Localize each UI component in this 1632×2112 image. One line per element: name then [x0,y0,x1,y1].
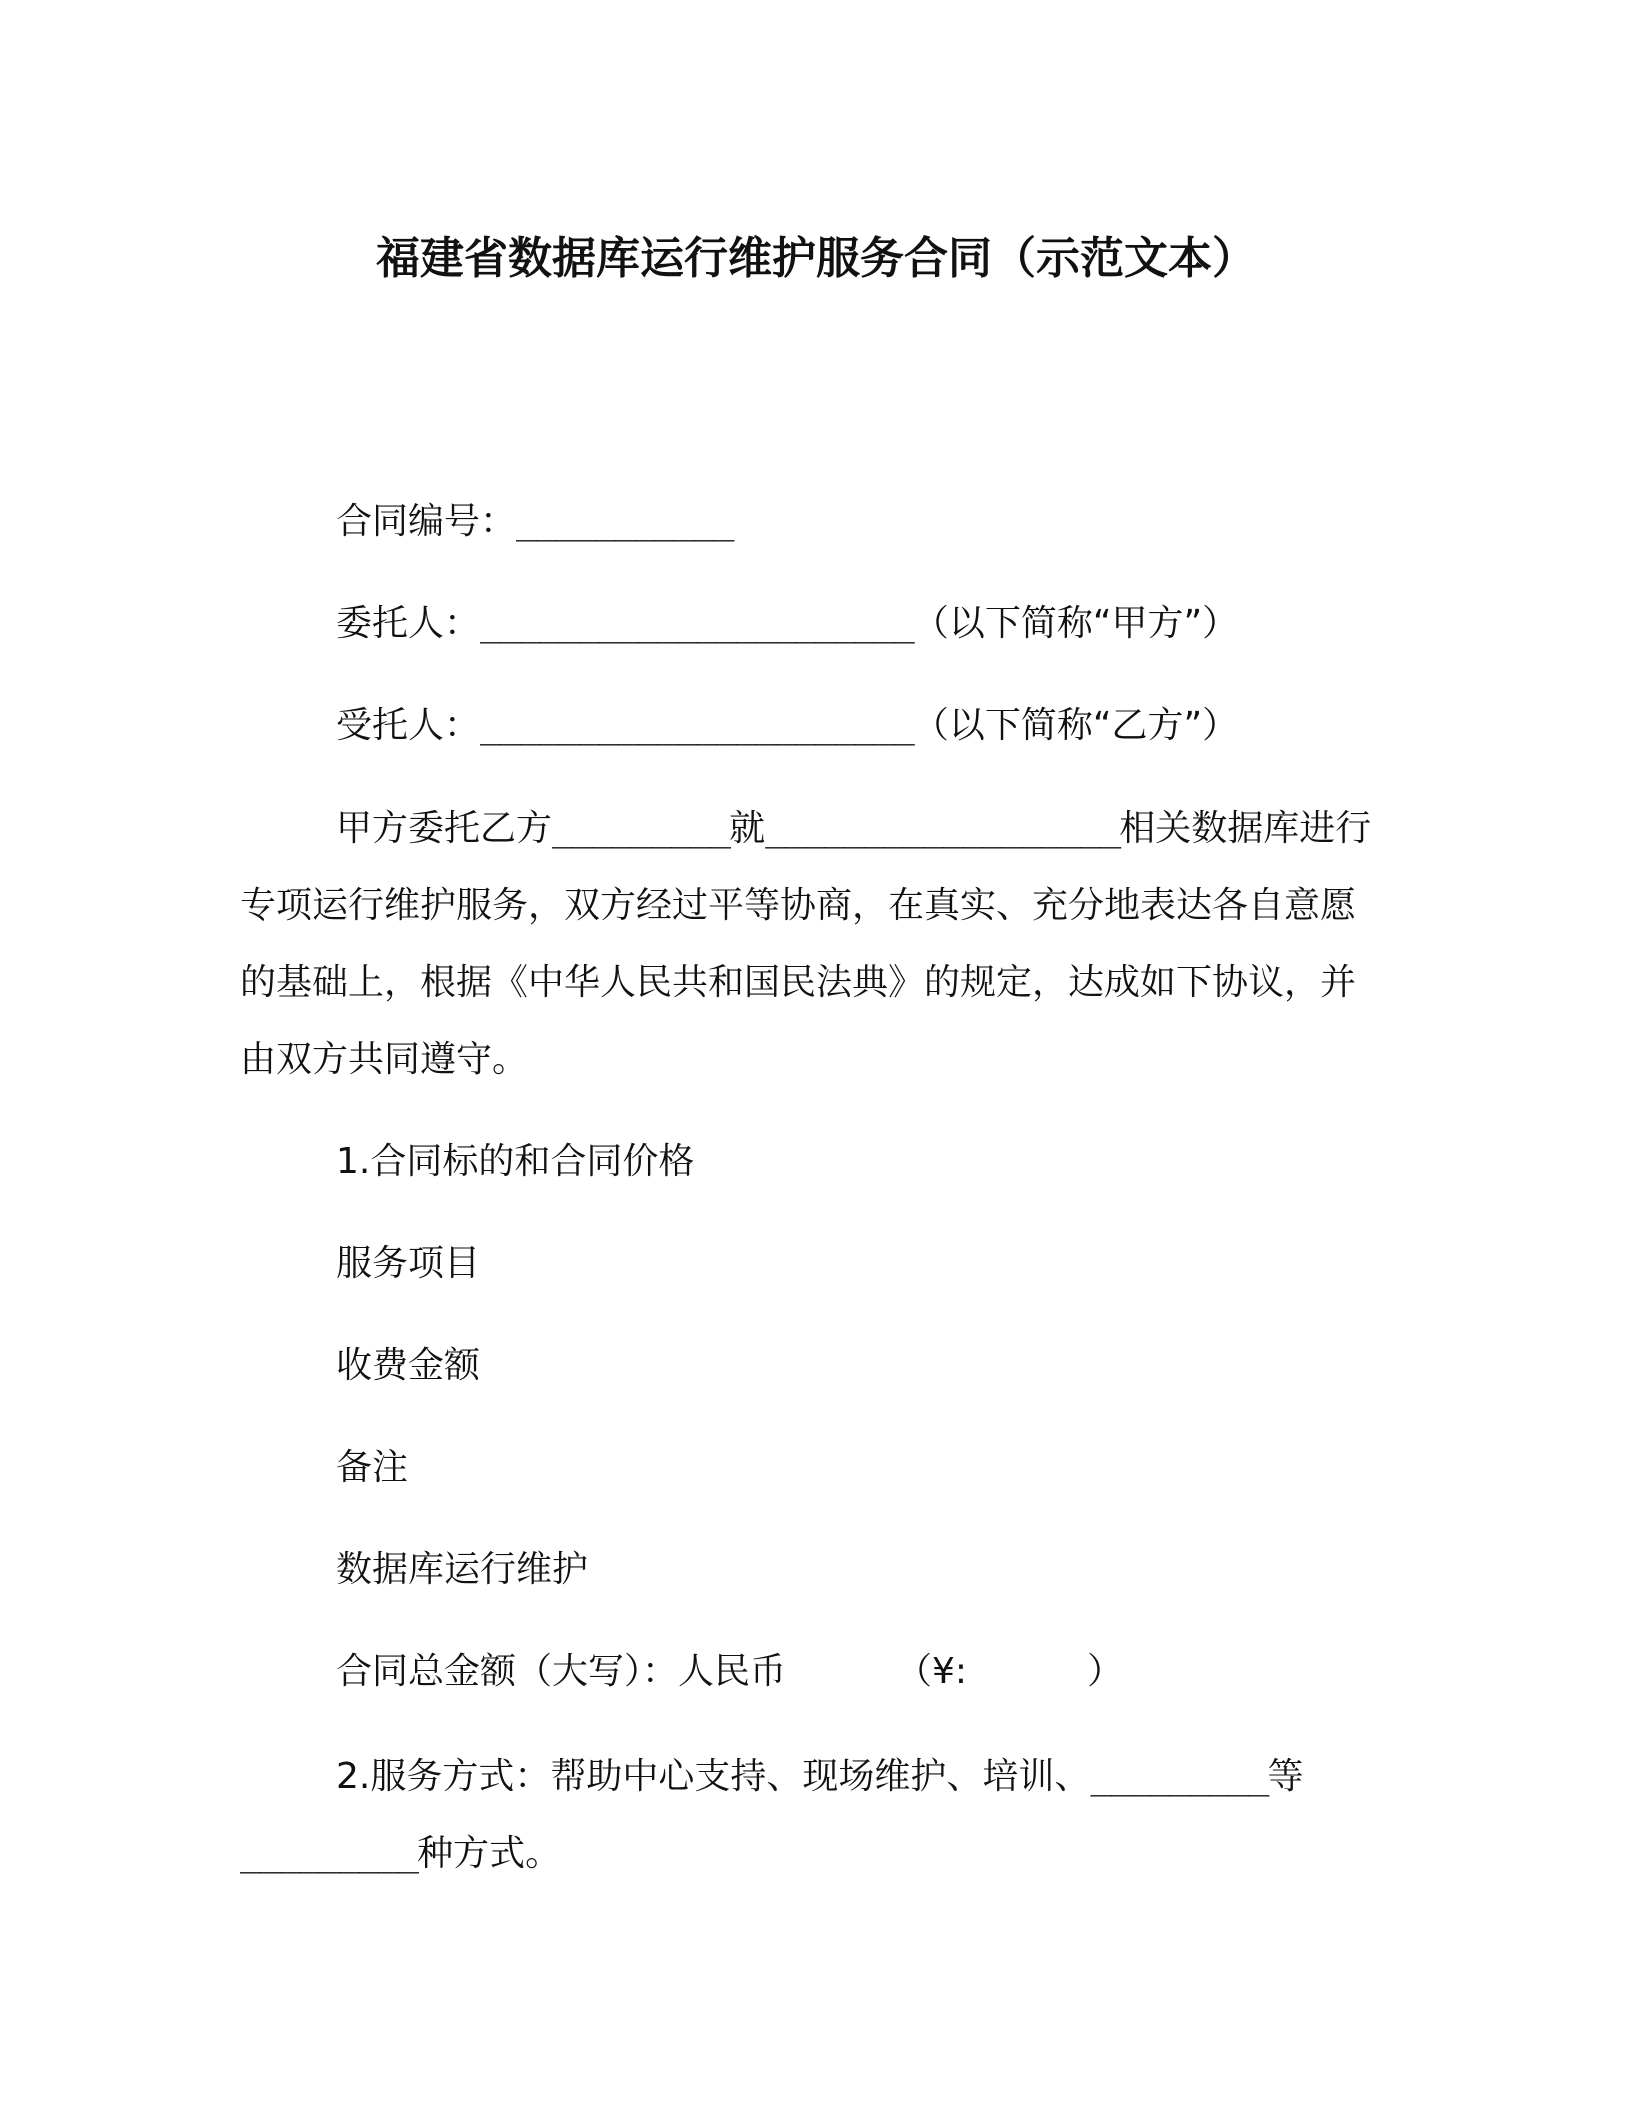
contract-number-blank: ___________ [516,501,733,542]
trustee-blank: ______________________ [480,705,913,746]
client-line [336,600,1238,648]
intro-text-2: 就 [729,808,766,849]
contract-number-label: 合同编号： [336,501,517,542]
intro-text-1: 甲方委托乙方 [336,808,553,849]
section-2-text-3: 种方式。 [417,1833,562,1874]
section-2-blank-1: _________ [1090,1756,1268,1797]
trustee-label: 受托人： [336,705,481,746]
intro-paragraph [240,790,1390,1098]
total-paren-close: ） [1087,1651,1124,1692]
intro-blank-2: __________________ [765,808,1120,849]
section-2-blank-2: _________ [240,1833,418,1874]
total-amount-label: 合同总金额（大写）：人民币 [336,1651,787,1692]
section-2-text-1: 2.服务方式：帮助中心支持、现场维护、培训、 [336,1756,1091,1797]
fee-label: 收费金额 [336,1345,481,1386]
intro-blank-1: _________ [552,808,730,849]
total-paren-open: （¥: [896,1651,968,1692]
service-item-label: 服务项目 [336,1243,481,1284]
intro-text-3: 相关数据库进行专项运行维护服务，双方经过平等协商，在真实、充分地表达各自意愿的基础上，根据《中华人民共和国民法典》的规定，达成如下协议，并由双方共同遵守。 [240,808,1372,1080]
client-suffix: （以下简称“甲方”） [912,603,1239,644]
document-title: 福建省数据库运行维护服务合同（示范文本） [376,233,1256,284]
contract-number-line [336,498,732,546]
db-maintenance-label: 数据库运行维护 [336,1549,589,1590]
trustee-line [336,702,1238,750]
trustee-suffix: （以下简称“乙方”） [912,705,1239,746]
section-2-paragraph [240,1738,1390,1892]
section-2-text-2: 等 [1267,1756,1304,1797]
client-label: 委托人： [336,603,481,644]
client-blank: ______________________ [480,603,913,644]
total-amount-line [336,1648,1123,1696]
remark-label: 备注 [336,1447,409,1488]
section-1-title: 1.合同标的和合同价格 [336,1141,695,1182]
